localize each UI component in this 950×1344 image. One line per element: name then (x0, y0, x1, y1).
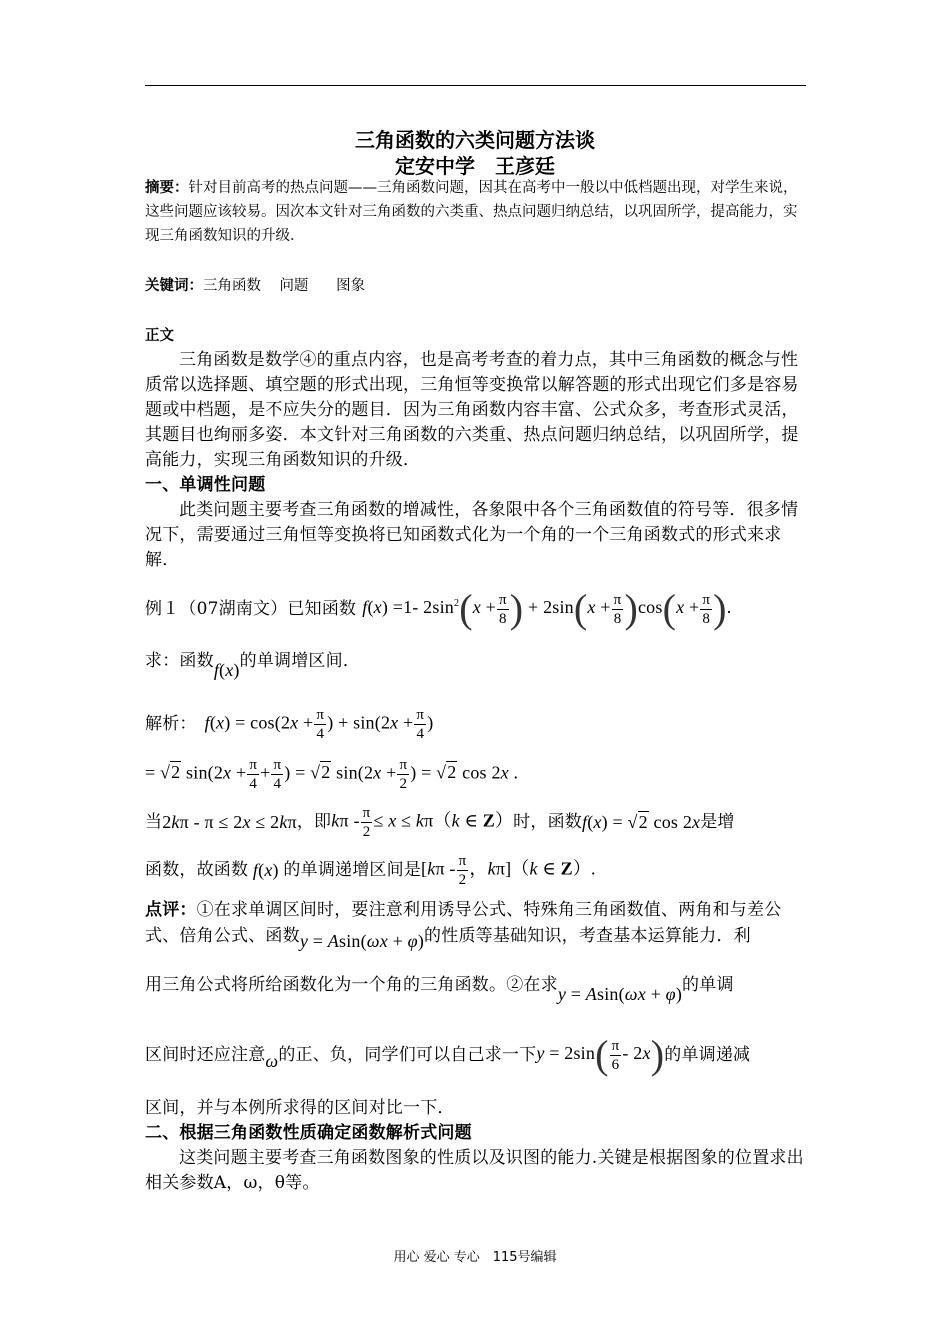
solution-line-3 (145, 800, 808, 844)
keywords (145, 274, 808, 298)
section1-heading: 一、单调性问题 (145, 475, 266, 495)
ineq-1: 2kπ - π ≤ 2x ≤ 2kπ (162, 811, 297, 832)
solution-label: 解析： (145, 713, 197, 734)
abstract-label: 摘要： (145, 180, 189, 196)
section2-heading: 二、根据三角函数性质确定函数解析式问题 (145, 1123, 472, 1143)
then-func: 时，函数 (513, 811, 582, 832)
example-1 (145, 584, 808, 634)
omega-symbol: ω (265, 1050, 279, 1071)
ask-prefix: 求：函数 (145, 651, 214, 671)
comment-label: 点评： (145, 900, 197, 920)
formula-asin: y = Asin(ωx + φ) (299, 931, 425, 951)
keyword-1: 三角函数 (203, 278, 261, 294)
solution-line-2 (145, 752, 808, 796)
interval-formula: [kπ - $\frac{\pi}{2}$ ，kπ]（k ∈ Z）. (421, 852, 596, 888)
comment-1: ①在求单调区间时，要注意利用诱导公式、特殊角三角函数值、两角和与差公式、倍角公式、函数 (145, 900, 782, 946)
ask-func: f(x) (213, 660, 240, 680)
section2-text: 这类问题主要考查三角函数图象的性质以及识图的能力.关键是根据图象的位置求出相关参数A，ω，θ等。 (145, 1148, 804, 1193)
solution-line-4 (145, 848, 808, 892)
page-footer: 用心 爱心 专心 115号编辑 (393, 1250, 557, 1265)
when-prefix: 当 (145, 811, 163, 832)
comment-7: 的单调递减 (664, 1044, 751, 1065)
comment-8: 区间，并与本例所求得的区间对比一下． (145, 1098, 455, 1118)
ineq-2: kπ - $\frac{\pi}{2}$ ≤ x ≤ kπ（k ∈ Z） (331, 804, 514, 840)
func-f: f(x) (252, 859, 284, 880)
solution-line-1 (145, 702, 808, 746)
solution-formula-1: f(x) = cos(2x + $\frac{\pi}{4}$ ) + sin(2x + $\frac{\pi}{4}$ ) (204, 706, 434, 742)
func-cont: 函数，故函数 (145, 859, 249, 880)
intro-paragraph: 三角函数是数学④的重点内容，也是高考考查的着力点，其中三角函数的概念与性质常以选择题、填空题的形式出现，三角恒等变换常以解答题的形式出现它们多是容易题或中档题，是不应失分的题目．因为三角函数内容丰富、公式众多，考查形式灵活，其题目也绚丽多姿．本文针对三角函数的六类重、热点问题归纳总结，以巩固所学，提高能力，实现三角函数知识的升级． (145, 350, 799, 470)
formula-asin-2: y = Asin(ωx + φ) (557, 984, 683, 1004)
ask-suffix: 的单调增区间． (239, 651, 361, 671)
header-rule (145, 85, 806, 86)
ie-text: ，即 (296, 811, 332, 832)
comment-para-1 (145, 898, 808, 949)
section1-text: 此类问题主要考查三角函数的增减性，各象限中各个三角函数值的符号等．很多情况下，需要通过三角恒等变换将已知函数式化为一个角的一个三角函数式的形式来求解． (145, 500, 799, 570)
keywords-label: 关键词： (145, 278, 203, 294)
keyword-2: 问题 (279, 278, 309, 294)
comment-3: 用三角公式将所给函数化为一个角的三角函数。②在求 (145, 975, 558, 995)
body-heading: 正文 (145, 328, 174, 344)
comment-4: 的单调 (682, 975, 734, 995)
comment-2: 的性质等基础知识，考查基本运算能力．利 (424, 926, 751, 946)
example-prefix: 例１（07湖南文）已知函数 (145, 598, 357, 619)
comment-6: 的正、负，同学们可以自己求一下 (278, 1044, 537, 1065)
ask-line (145, 648, 808, 680)
interval-text: 的单调递增区间是 (283, 859, 422, 880)
keyword-3: 图象 (336, 278, 366, 294)
comment-para-3 (145, 1030, 808, 1080)
is-inc: 是增 (700, 811, 735, 832)
doc-author: 定安中学 王彦廷 (395, 154, 555, 178)
solution-formula-2: = √2 sin(2x + $\frac{\pi}{4}$ + $\frac{\pi}{4}$ ) = √2 sin(2x + $\frac{\pi}{2}$ ) = √2 cos 2x . (145, 756, 519, 792)
example-formula: f(x) =1- $2\sin^2(x$ + $\frac{\pi}{8}$ ) + 2sin(x + $\frac{\pi}{8}$ )cos(x + $\frac{\pi}{8}$ ). (362, 586, 732, 631)
comment-5: 区间时还应注意 (145, 1044, 266, 1065)
doc-title: 三角函数的六类问题方法谈 (355, 128, 595, 152)
func-cos: f(x) = √2 cos 2x (581, 811, 701, 832)
formula-2sin: y = 2sin( $\frac{\pi}{6}$ - 2x) (536, 1032, 665, 1077)
comment-para-2 (145, 972, 808, 1004)
abstract (145, 176, 808, 248)
abstract-text: 针对目前高考的热点问题——三角函数问题，因其在高考中一般以中低档题出现，对学生来说，这些问题应该较易。因次本文针对三角函数的六类重、热点问题归纳总结，以巩固所学，提高能力，实现三角函数知识的升级． (145, 180, 798, 244)
